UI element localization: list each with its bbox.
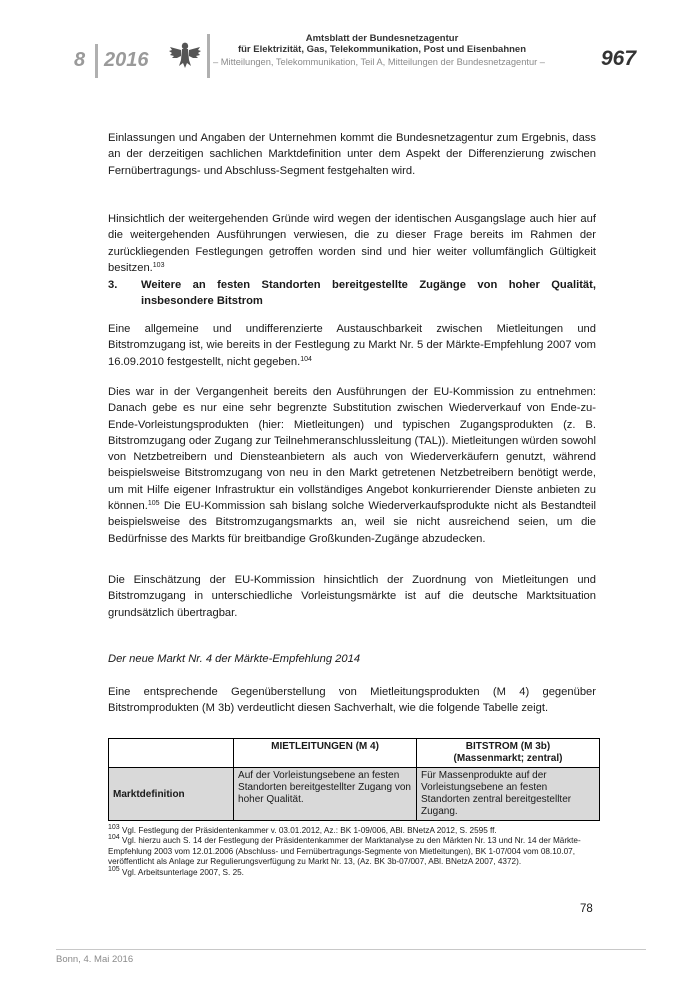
paragraph-4 [108,384,596,547]
footer-divider [56,949,646,950]
section-title: Weitere an festen Standorten bereitgestellte Zugänge von hoher Qualität, insbesondere Bitstrom [141,279,596,308]
footnote-text: Vgl. hierzu auch S. 14 der Festlegung der Präsidentenkammer der Marktanalyse zu den Märkten Nr. 13 und Nr. 14 der Märkte-Empfehlung 2003 vom 12.01.2006 (Abschluss- und Fernübertragungs-Segmente von Mietleitungen), BK 1-07/004 vom 08.10.07, veröffentlicht als Anlage zur Regulierungsverfügung zu Markt Nr. 13, (Az. BK 3b-07/007, ABl. BNetzA 2007, 4372). [108,836,581,867]
inner-page-number: 78 [580,903,593,915]
header-divider [95,44,98,78]
paragraph-5 [108,572,596,621]
italic-heading-text: Der neue Markt Nr. 4 der Märkte-Empfehlung 2014 [108,653,361,665]
footnote-number: 103 [108,824,120,831]
federal-eagle-icon [168,38,202,70]
issue-year: 2016 [104,49,149,71]
footnote-ref-103[interactable]: 103 [152,261,165,269]
footnote-number: 104 [108,834,120,842]
issue-number: 8 [74,49,86,71]
footnote-105 [108,865,598,878]
table-header-bitstrom-line1: BITSTROM (M 3b) [465,741,551,752]
table-header-mietleitungen: MIETLEITUNGEN (M 4) [234,739,417,768]
table-cell-bitstrom: Für Massenprodukte auf der Vorleistungsebene an festen Standorten zentral bereitgestellter Zugang. [417,768,600,821]
publication-title-line2: für Elektrizität, Gas, Telekommunikation, Post und Eisenbahnen [237,44,527,55]
paragraph-3-text: Eine allgemeine und undifferenzierte Austauschbarkeit zwischen Mietleitungen und Bitstromzugang ist, wie bereits in der Festlegung zu Markt Nr. 5 der Märkte-Empfehlung 2007 vom 16.09.2010 festgestellt, nicht gegeben. [108,323,596,368]
paragraph-1 [108,130,596,179]
footnote-104 [108,836,598,867]
footnote-text: Vgl. Arbeitsunterlage 2007, S. 25. [121,867,244,877]
table-row [109,768,600,821]
footer-date: Bonn, 4. Mai 2016 [56,954,134,965]
paragraph-4-text-b: Die EU-Kommission sah bislang solche Wiederverkaufsprodukte nicht als Bestandteil beispielsweise des Bitstromzugangsmarkts an, weil sie nicht ausreichend seien, um die Bedürfnisse des Markts für breitbandige Großkunden-Zugänge abzudecken. [108,500,596,545]
table-cell-mietleitungen: Auf der Vorleistungsebene an festen Standorten bereitgestellter Zugang von hoher Qualität. [234,768,417,821]
table-header-bitstrom [417,739,600,768]
paragraph-4-text-a: Dies war in der Vergangenheit bereits den Ausführungen der EU-Kommission zu entnehmen: Danach gebe es nur eine sehr begrenzte Substitution zwischen Wiederverkauf von Ende-zu-Ende-Vorleistungsprodukten (hier: Mietleitungen) und typischen Zugangsprodukten (z. B. Bitstromzugang oder Zugang zur Teilnehmeranschlussleitung (TAL)). Mietleitungen würden sowohl von Netzbetreibern und Diensteanbietern als auch von Wiederverkäufern genutzt, während beispielsweise Bitstromzugang von neu in den Markt getretenen Netzbetreibern benötigt werde, um mit Hilfe eigener Infrastruktur ein vollständiges Angebot konkurrierender Dienste anbieten zu können. [108,386,596,513]
paragraph-6-text: Eine entsprechende Gegenüberstellung von Mietleitungsprodukten (M 4) gegenüber Bitstromprodukten (M 3b) verdeutlicht diesen Sachverhalt, wie die folgende Tabelle zeigt. [108,686,596,715]
page-header [0,0,700,90]
publication-title [232,33,532,55]
publication-title-line1: Amtsblatt der Bundesnetzagentur [305,33,459,44]
comparison-table [108,738,600,821]
publication-subtitle: – Mitteilungen, Telekommunikation, Teil A, Mitteilungen der Bundesnetzagentur – [213,57,545,67]
header-divider-2 [207,34,210,78]
section-number: 3. [108,279,118,291]
paragraph-5-text: Die Einschätzung der EU-Kommission hinsichtlich der Zuordnung von Mietleitungen und Bitstromzugang in unterschiedliche Vorleistungsmärkte ist auf die deutsche Marktsituation grundsätzlich übertragbar. [108,574,596,619]
footnote-ref-104[interactable]: 104 [300,355,312,363]
table-header-empty [109,739,234,768]
footnote-number: 105 [108,865,120,873]
paragraph-2 [108,211,596,276]
paragraph-3 [108,321,596,370]
italic-heading [108,651,596,667]
footnotes [108,826,598,878]
footnote-text: Vgl. Festlegung der Präsidentenkammer v. 03.01.2012, Az.: BK 1-09/006, ABl. BNetzA 2012, S. 2595 ff. [121,826,497,835]
footnote-103 [108,826,598,836]
footnote-divider [108,820,238,821]
paragraph-1-text: Einlassungen und Angaben der Unternehmen kommt die Bundesnetzagentur zum Ergebnis, dass an der derzeitigen sachlichen Marktdefinition unter dem Aspekt der Differenzierung zwischen Fernübertragungs- und Abschluss-Segment festgehalten wird. [108,132,596,177]
table-row-label: Marktdefinition [109,768,234,821]
header-page-number: 967 [601,47,637,70]
paragraph-6 [108,684,596,717]
paragraph-2-text: Hinsichtlich der weitergehenden Gründe wird wegen der identischen Ausgangslage auch hier auf die weitergehenden Ausführungen verwiesen, die zu dieser Frage bereits im Rahmen der zurückliegenden Festlegungen getroffen worden sind und hier weiter vollumfänglich Gültigkeit besitzen. [108,213,596,274]
footnote-ref-105[interactable]: 105 [147,500,160,508]
table-header-bitstrom-line2: (Massenmarkt; zentral) [453,753,563,764]
table-header-row [109,739,600,768]
